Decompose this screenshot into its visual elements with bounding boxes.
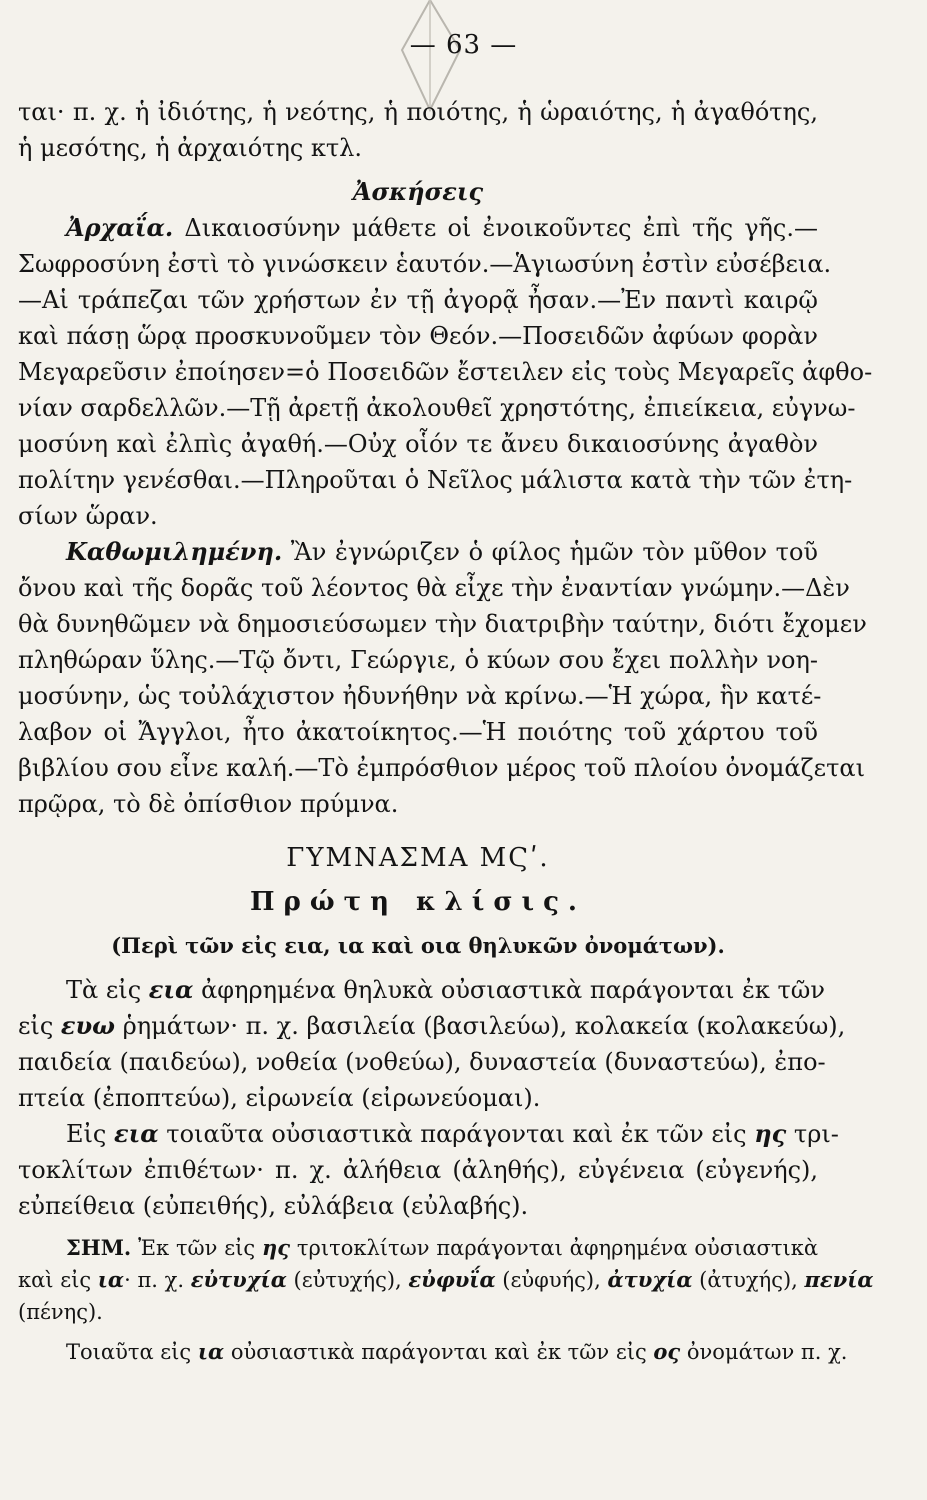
page-number: — 63 — [409, 30, 518, 60]
text-line: σίων ὥραν. [18, 502, 158, 530]
text-line: καὶ πάσῃ ὥρᾳ προσκυνοῦμεν τὸν Θεόν.—Ποσειδῶν ἀφύων φορὰν [18, 322, 818, 350]
text-line: νίαν σαρδελλῶν.—Τῇ ἀρετῇ ἀκολουθεῖ χρηστότης, ἐπιείκεια, εὐγνω- [18, 394, 856, 422]
text-line: Καθωμιλημένη. Ἂν ἐγνώριζεν ὁ φίλος ἡμῶν τὸν μῦθον τοῦ [66, 537, 818, 566]
declension-title: Πρώτη κλίσις. [250, 887, 586, 917]
note-label: ΣΗΜ. [66, 1235, 132, 1260]
paragraph-ia-nouns [18, 972, 846, 1116]
exercise-title: ΓΥΜΝΑΣΜΑ ΜϚʹ. [286, 843, 550, 873]
text-line: τοκλίτων ἐπιθέτων· π. χ. ἀλήθεια (ἀληθής), εὐγένεια (εὐγενής), [18, 1156, 818, 1184]
text-line: μοσύνην, ὡς τοὐλάχιστον ἠδυνήθην νὰ κρίνω.—Ἡ χώρα, ἣν κατέ- [18, 682, 822, 710]
text-line: ἡ μεσότης, ἡ ἀρχαιότης κτλ. [18, 134, 363, 162]
paragraph-ia-adjectives [18, 1116, 839, 1224]
text-line: εἰς ευω ῥημάτων· π. χ. βασιλεία (βασιλεύω), κολακεία (κολακεύω), [18, 1011, 846, 1040]
text-line: πολίτην γενέσθαι.—Πληροῦται ὁ Νεῖλος μάλιστα κατὰ τὴν τῶν ἐτη- [18, 466, 853, 494]
text-line: Μεγαρεῦσιν ἐποίησεν=ὁ Ποσειδῶν ἔστειλεν εἰς τοὺς Μεγαρεῖς ἀφθο- [18, 358, 873, 386]
text-line: εὐπείθεια (εὐπειθής), εὐλάβεια (εὐλαβής). [18, 1192, 529, 1220]
last-line [18, 1336, 848, 1368]
text-line: —Αἱ τράπεζαι τῶν χρήστων ἐν τῇ ἀγορᾷ ἦσαν.—Ἐν παντὶ καιρῷ [18, 286, 818, 314]
text-line: θὰ δυνηθῶμεν νὰ δημοσιεύσωμεν τὴν διατριβὴν ταύτην, διότι ἔχομεν [18, 610, 867, 638]
text-line: Τὰ εἰς εια ἀφηρημένα θηλυκὰ οὐσιαστικὰ παράγονται ἐκ τῶν [66, 975, 825, 1004]
text-line: καὶ εἰς ια· π. χ. εὐτυχία (εὐτυχής), εὐφυΐα (εὐφυής), ἀτυχία (ἀτυχής), πενία [18, 1267, 874, 1292]
text-line: λαβον οἱ Ἄγγλοι, ἦτο ἀκατοίκητος.—Ἡ ποιότης τοῦ χάρτου τοῦ [18, 718, 818, 746]
text-line: ΣΗΜ. Ἐκ τῶν εἰς ης τριτοκλίτων παράγονται ἀφηρημένα οὐσιαστικὰ [66, 1235, 819, 1260]
text-line: Ἀρχαΐα. Δικαιοσύνην μάθετε οἱ ἐνοικοῦντες ἐπὶ τῆς γῆς.— [66, 213, 818, 242]
text-line: (πένης). [18, 1300, 103, 1324]
ancient-label: Ἀρχαΐα. [66, 213, 174, 242]
text-line: μοσύνη καὶ ἐλπὶς ἀγαθή.—Οὐχ οἷόν τε ἄνευ δικαιοσύνης ἀγαθὸν [18, 430, 818, 458]
text-line: πρῷρα, τὸ δὲ ὀπίσθιον πρύμνα. [18, 790, 399, 818]
text-line: ται· π. χ. ἡ ἰδιότης, ἡ νεότης, ἡ ποιότης, ἡ ὡραιότης, ἡ ἀγαθότης, [18, 98, 818, 126]
colloquial-label: Καθωμιλημένη. [66, 537, 283, 566]
declension-note: (Περὶ τῶν εἰς εια, ια καὶ οια θηλυκῶν ὀνομάτων). [111, 933, 725, 958]
text-line: Τοιαῦτα εἰς ια οὐσιαστικὰ παράγονται καὶ ἐκ τῶν εἰς ος ὀνομάτων π. χ. [66, 1339, 848, 1364]
text-line: παιδεία (παιδεύω), νοθεία (νοθεύω), δυναστεία (δυναστεύω), ἐπο- [18, 1048, 826, 1076]
exercises-heading: Ἀσκήσεις [352, 177, 484, 206]
text-line: πληθώραν ὕλης.—Τῷ ὄντι, Γεώργιε, ὁ κύων σου ἔχει πολλὴν νοη- [18, 646, 818, 674]
text-line: Εἰς εια τοιαῦτα οὐσιαστικὰ παράγονται καὶ ἐκ τῶν εἰς ης τρι- [66, 1119, 839, 1148]
text-line: Σωφροσύνη ἐστὶ τὸ γινώσκειν ἑαυτόν.—Ἁγιωσύνη ἐστὶν εὐσέβεια. [18, 250, 832, 278]
text-line: πτεία (ἐποπτεύω), εἰρωνεία (εἰρωνεύομαι). [18, 1084, 541, 1112]
note-block [18, 1232, 874, 1328]
page-body [18, 94, 874, 1368]
text-line: ὄνου καὶ τῆς δορᾶς τοῦ λέοντος θὰ εἶχε τὴν ἐναντίαν γνώμην.—Δὲν [18, 574, 850, 602]
text-line: βιβλίου σου εἶνε καλή.—Τὸ ἐμπρόσθιον μέρος τοῦ πλοίου ὀνομάζεται [18, 754, 865, 782]
